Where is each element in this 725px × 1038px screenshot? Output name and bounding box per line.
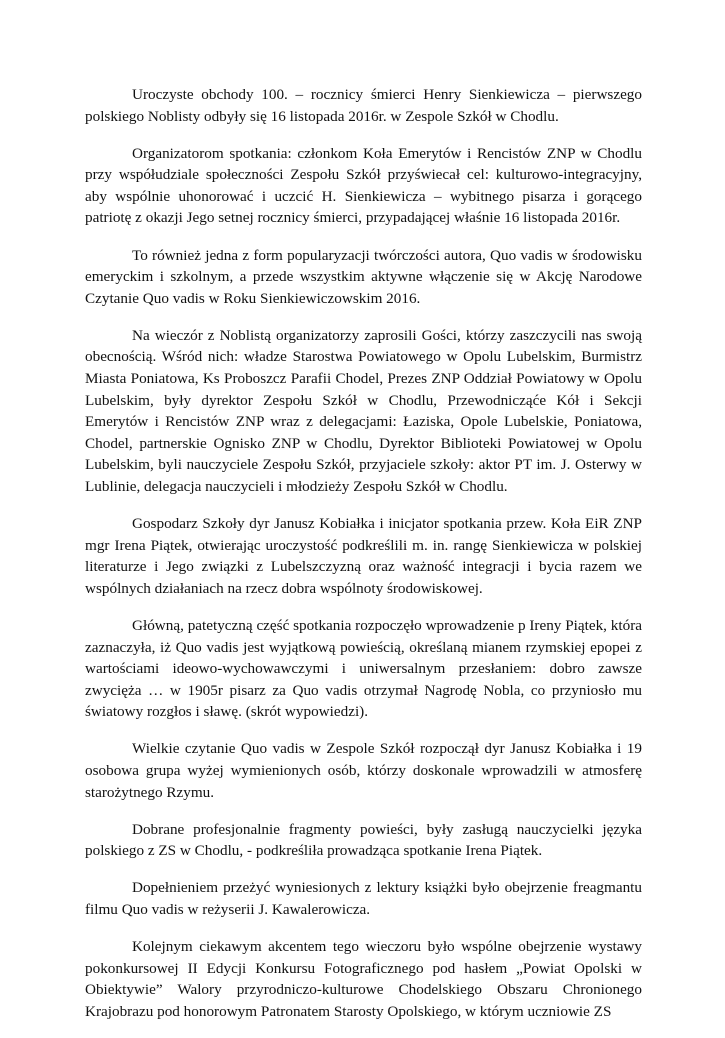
paragraph-7: Wielkie czytanie Quo vadis w Zespole Szkół rozpoczął dyr Janusz Kobiałka i 19 osobowa grupa wyżej wymienionych osób, którzy doskonale wprowadzili w atmosferę starożytnego Rzymu.	[85, 740, 642, 801]
paragraph-6: Główną, patetyczną część spotkania rozpoczęło wprowadzenie p Ireny Piątek, która zaznaczyła, iż Quo vadis jest wyjątkową powieścią, określaną mianem rzymskiej epopei z wartościami ideowo-wychowawczymi i uniwersalnym przesłaniem: dobro zawsze zwycięża … w 1905r pisarz za Quo vadis otrzymał Nagrodę Nobla, co przyniosło mu światowy rozgłos i sławę. (skrót wypowiedzi).	[85, 616, 642, 721]
paragraph-3: To również jedna z form popularyzacji twórczości autora, Quo vadis w środowisku emeryckim i szkolnym, a przede wszystkim aktywne włączenie się w Akcję Narodowe Czytanie Quo vadis w Roku Sienkiewiczowskim 2016.	[85, 246, 642, 307]
document-page	[85, 84, 642, 1038]
paragraph-10: Kolejnym ciekawym akcentem tego wieczoru było wspólne obejrzenie wystawy pokonkursowej II Edycji Konkursu Fotograficznego pod hasłem „Powiat Opolski w Obiektywie” Walory przyrodniczo-kulturowe Chodelskiego Obszaru Chronionego Krajobrazu pod honorowym Patronatem Starosty Opolskiego, w którym uczniowie ZS	[85, 938, 642, 1020]
paragraph-1: Uroczyste obchody 100. – rocznicy śmierci Henry Sienkiewicza – pierwszego polskiego Noblisty odbyły się 16 listopada 2016r. w Zespole Szkół w Chodlu.	[85, 86, 642, 125]
paragraph-2: Organizatorom spotkania: członkom Koła Emerytów i Rencistów ZNP w Chodlu przy współudziale społeczności Zespołu Szkół przyświecał cel: kulturowo-integracyjny, aby wspólnie uhonorować i uczcić H. Sienkiewicza – wybitnego pisarza i gorącego patriotę z okazji Jego setnej rocznicy śmierci, przypadającej właśnie 16 listopada 2016r.	[85, 144, 642, 227]
paragraph-5: Gospodarz Szkoły dyr Janusz Kobiałka i inicjator spotkania przew. Koła EiR ZNP mgr Irena Piątek, otwierając uroczystość podkreślili m. in. rangę Sienkiewicza w polskiej literaturze i Jego związki z Lubelszczyzną oraz ważność integracji i bycia razem we wspólnych działaniach na rzecz dobra wspólnoty środowiskowej.	[85, 515, 642, 597]
paragraph-4: Na wieczór z Noblistą organizatorzy zaprosili Gości, którzy zaszczycili nas swoją obecnością. Wśród nich: władze Starostwa Powiatowego w Opolu Lubelskim, Burmistrz Miasta Poniatowa, Ks Proboszcz Parafii Chodel, Prezes ZNP Oddział Powiatowy w Opolu Lubelskim, były dyrektor Zespołu Szkół w Chodlu, Przewodnicząće Kół i Sekcji Emerytów i Rencistów ZNP wraz z delegacjami: Łaziska, Opole Lubelskie, Poniatowa, Chodel, partnerskie Ognisko ZNP w Chodlu, Dyrektor Biblioteki Powiatowej w Opolu Lubelskim, byli nauczyciele Zespołu Szkół, przyjaciele szkoły: aktor PT im. J. Osterwy w Lublinie, delegacja nauczycieli i młodzieży Zespołu Szkół w Chodlu.	[85, 326, 642, 495]
paragraph-9: Dopełnieniem przeżyć wyniesionych z lektury książki było obejrzenie freagmantu filmu Quo vadis w reżyserii J. Kawalerowicza.	[85, 879, 642, 918]
paragraph-8: Dobrane profesjonalnie fragmenty powieści, były zasługą nauczycielki języka polskiego z ZS w Chodlu, - podkreśliła prowadząca spotkanie Irena Piątek.	[85, 820, 642, 860]
